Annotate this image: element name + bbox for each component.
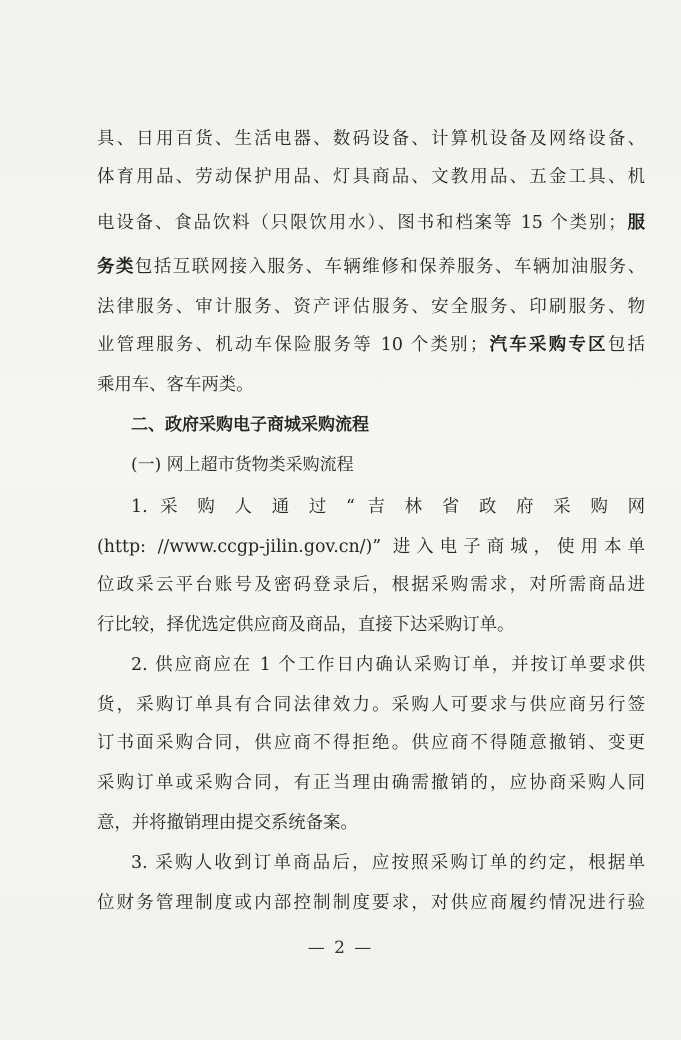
paragraph-line xyxy=(97,208,645,238)
section-heading: 二、政府采购电子商城采购流程 xyxy=(131,415,369,435)
paragraph-line: 法律服务、审计服务、资产评估服务、安全服务、印刷服务、物 xyxy=(97,297,645,317)
bold-term-services: 服 xyxy=(625,213,645,233)
paragraph-line: 3. 采购人收到订单商品后，应按照采购订单的约定，根据单 xyxy=(131,853,645,873)
paragraph-line: 意，并将撤销理由提交系统备案。 xyxy=(97,813,358,833)
paragraph-line xyxy=(97,330,645,360)
paragraph-line xyxy=(97,252,645,282)
paragraph-line: 采购订单或采购合同，有正当理由确需撤销的，应协商采购人同 xyxy=(97,773,645,793)
bold-term-auto-zone: 汽车采购专区 xyxy=(487,335,608,355)
paragraph-line: 1. 采 购 人 通 过 “ 吉 林 省 政 府 采 购 网 xyxy=(131,497,645,517)
paragraph-line: 订书面采购合同，供应商不得拒绝。供应商不得随意撤销、变更 xyxy=(97,733,645,753)
paragraph-line: 货，采购订单具有合同法律效力。采购人可要求与供应商另行签 xyxy=(97,695,645,715)
paragraph-line: (http: //www.ccgp-jilin.gov.cn/)” 进入电子商城，使用本单 xyxy=(97,537,645,557)
text-span: 业管理服务、机动车保险服务等 10 个类别； xyxy=(97,335,488,355)
page-number: — 2 — xyxy=(307,938,374,958)
text-span: 包括 xyxy=(607,335,645,355)
paragraph-line: 2. 供应商应在 1 个工作日内确认采购订单，并按订单要求供 xyxy=(131,655,645,675)
paragraph-line: 行比较，择优选定供应商及商品，直接下达采购订单。 xyxy=(97,615,515,635)
text-span: 电设备、食品饮料（只限饮用水）、图书和档案等 15 个类别； xyxy=(97,213,626,233)
text-span: 包括互联网接入服务、车辆维修和保养服务、车辆加油服务、 xyxy=(134,257,645,277)
bold-term-services: 务类 xyxy=(97,257,135,277)
paragraph-line: 具、日用百货、生活电器、数码设备、计算机设备及网络设备、 xyxy=(97,129,645,149)
subsection-heading: (一) 网上超市货物类采购流程 xyxy=(131,455,354,475)
paragraph-line: 乘用车、客车两类。 xyxy=(97,375,254,395)
paragraph-line: 位财务管理制度或内部控制制度要求，对供应商履约情况进行验 xyxy=(97,893,645,913)
paragraph-line: 位政采云平台账号及密码登录后，根据采购需求，对所需商品进 xyxy=(97,575,645,595)
paragraph-line: 体育用品、劳动保护用品、灯具商品、文教用品、五金工具、机 xyxy=(97,167,645,187)
